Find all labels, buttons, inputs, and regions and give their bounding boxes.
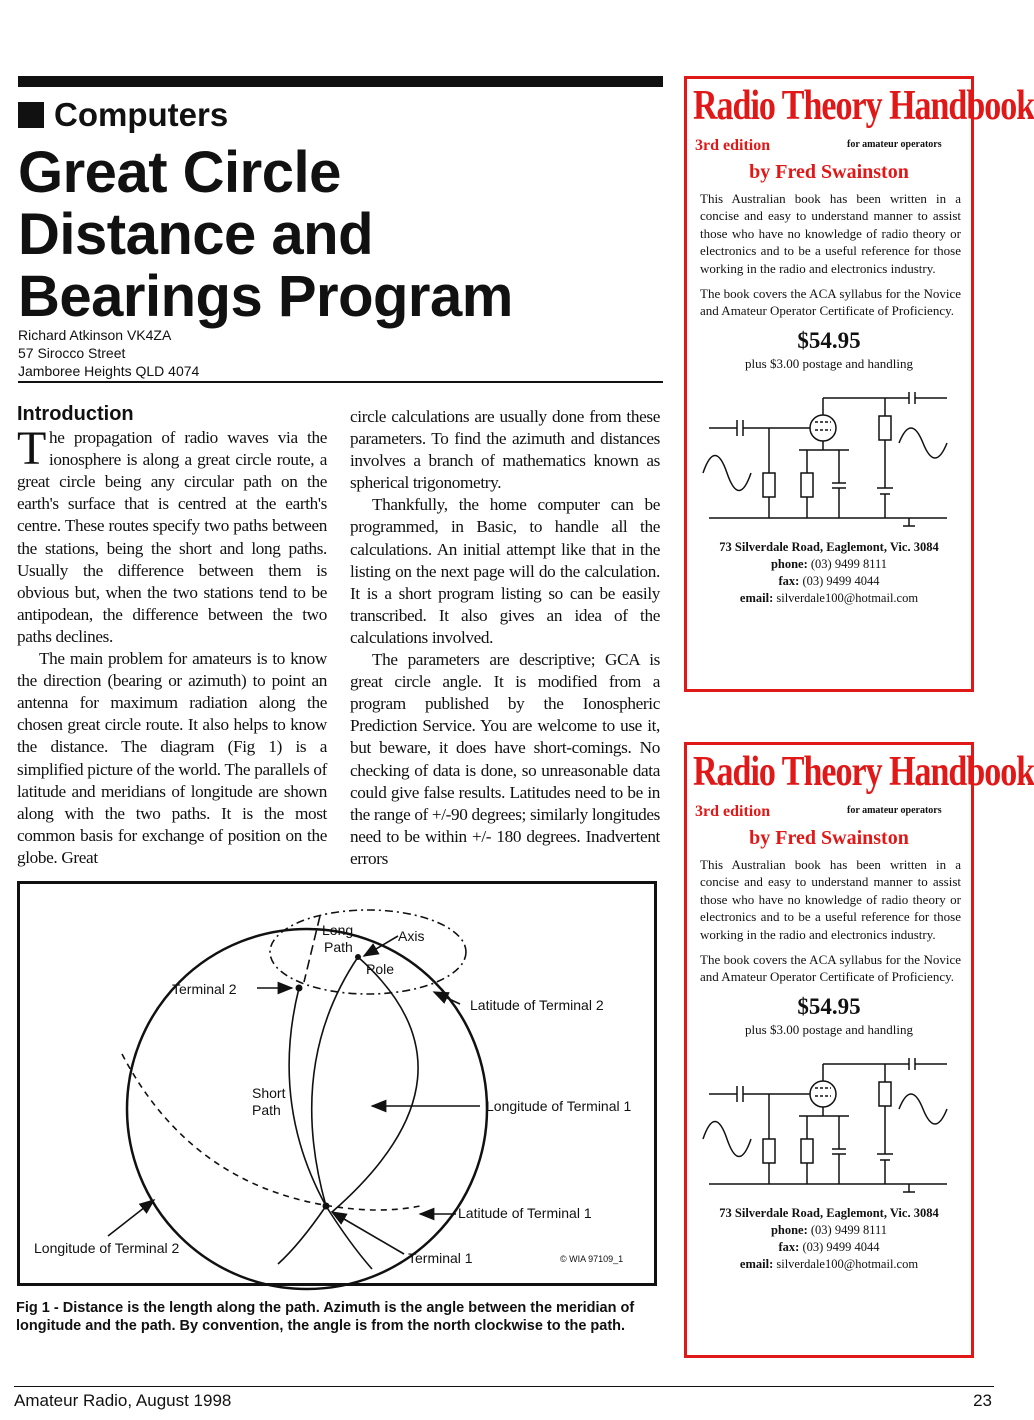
ad-fax-row — [687, 573, 971, 590]
ad-postage: plus $3.00 postage and handling — [745, 1021, 913, 1037]
advertisement-1 — [684, 76, 1034, 692]
ad-description — [700, 190, 961, 320]
long-terminal2-label: Longitude of Terminal 2 — [34, 1240, 180, 1256]
article-column-1 — [17, 403, 327, 869]
drop-cap: T — [17, 422, 46, 476]
pole-point — [355, 954, 361, 960]
paragraph: The parameters are descriptive; GCA is great circle angle. It is modified from a program published by the Ionospheric Prediction Service. You are welcome to use it, but beware, it does have short-comings. No checking of data is done, so unreasonable data could give false results. Latitudes need to be in the range of +/-90 degrees; similarly longitudes need to be within +/- 180 degrees. Inadvertent errors — [350, 650, 660, 868]
top-rule — [18, 76, 663, 87]
author-block — [18, 326, 199, 380]
ad-email: silverdale100@hotmail.com — [776, 590, 919, 605]
long-path-label-1: Long — [322, 922, 354, 938]
paragraph: Thankfully, the home computer can be programmed, in Basic, to handle all the calculations. An initial attempt like that in the listing on the next page will do the calculation. It is a short program listing so can be easily transcribed. It also gives an idea of the calculations involved. — [350, 495, 660, 647]
long-path-label-2: Path — [324, 939, 353, 955]
long-terminal2-arrow — [108, 1200, 154, 1236]
circuit-diagram-icon — [699, 378, 961, 528]
ad-audience: for amateur operators — [847, 139, 942, 150]
long-terminal1-label: Longitude of Terminal 1 — [486, 1098, 632, 1114]
ad-brand: Radio Theory Handbook — [693, 82, 1034, 129]
title-line: Bearings Program — [18, 264, 513, 329]
circuit-diagram-icon — [699, 1044, 961, 1194]
ad-contact — [687, 539, 971, 607]
short-path-line — [312, 957, 358, 1206]
ad-audience: for amateur operators — [847, 805, 942, 816]
ad-phone: (03) 9499 8111 — [810, 556, 888, 571]
ad-author: by Fred Swainston — [749, 827, 909, 849]
terminal2-point — [296, 985, 303, 992]
ad-fax: (03) 9499 4044 — [802, 573, 880, 588]
latitude-terminal2-line — [270, 910, 466, 994]
ad-phone-label: phone: — [770, 556, 808, 571]
ad-contact — [687, 1205, 971, 1273]
axis-line — [304, 916, 320, 982]
longitude-terminal2-line — [278, 1206, 326, 1264]
terminal1-arrow — [332, 1212, 404, 1254]
ad-fax-row — [687, 1239, 971, 1256]
lat-terminal1-label: Latitude of Terminal 1 — [458, 1205, 592, 1221]
paragraph — [17, 422, 327, 648]
ad-desc-paragraph: The book covers the ACA syllabus for the Novice and Amateur Operator Certificate of Proficiency. — [700, 952, 961, 985]
ad-edition: 3rd edition — [695, 803, 771, 820]
meridian-line — [289, 988, 326, 1206]
pole-label: Pole — [366, 961, 395, 977]
terminal2-label: Terminal 2 — [172, 981, 237, 997]
ad-price: $54.95 — [797, 327, 861, 353]
ad-email-label: email: — [739, 590, 774, 605]
page-number: 23 — [973, 1391, 992, 1410]
article-title — [18, 142, 668, 328]
ad-email-row — [687, 590, 971, 607]
figure-caption: Fig 1 - Distance is the length along the path. Azimuth is the angle between the meridian of longitude and the path. By convention, the angle is from the north clockwise to the path. — [16, 1300, 635, 1334]
ad-phone-label: phone: — [770, 1222, 808, 1237]
section-square-icon — [18, 102, 44, 128]
ad-author: by Fred Swainston — [749, 161, 909, 183]
terminal1-label: Terminal 1 — [408, 1250, 473, 1266]
title-line: Great Circle — [18, 140, 341, 205]
ad-desc-paragraph: This Australian book has been written in a concise and easy to understand manner to assist those who have no knowledge of radio theory or electronics and to be a useful reference for those working in the radio and electronics industry. — [700, 857, 961, 942]
footer-publication: Amateur Radio, August 1998 — [14, 1391, 232, 1410]
lat-terminal2-label: Latitude of Terminal 2 — [470, 997, 604, 1013]
ad-address: 73 Silverdale Road, Eaglemont, Vic. 3084 — [719, 1205, 939, 1220]
article-column-2 — [350, 406, 660, 870]
author-street: 57 Sirocco Street — [18, 345, 126, 361]
ad-email: silverdale100@hotmail.com — [776, 1256, 919, 1271]
ad-desc-paragraph: The book covers the ACA syllabus for the Novice and Amateur Operator Certificate of Proficiency. — [700, 286, 961, 319]
terminal1-point — [323, 1203, 330, 1210]
lat-terminal2-arrow — [434, 992, 460, 1004]
ad-email-row — [687, 1256, 971, 1273]
figure-1 — [17, 881, 657, 1286]
latitude-terminal1-line — [122, 1054, 420, 1210]
ad-phone-row — [687, 1222, 971, 1239]
title-rule — [18, 381, 663, 383]
intro-heading: Introduction — [17, 403, 134, 425]
section-heading — [18, 96, 228, 134]
ad-phone: (03) 9499 8111 — [810, 1222, 888, 1237]
ad-fax-label: fax: — [778, 573, 800, 588]
short-path-label-1: Short — [252, 1085, 286, 1101]
ad-fax-label: fax: — [778, 1239, 800, 1254]
author-city: Jamboree Heights QLD 4074 — [18, 363, 200, 379]
author-name: Richard Atkinson VK4ZA — [18, 327, 172, 343]
longitude-terminal1-line — [326, 1206, 372, 1269]
footer-rule — [14, 1386, 994, 1387]
ad-brand: Radio Theory Handbook — [693, 748, 1034, 795]
ad-phone-row — [687, 556, 971, 573]
ad-description — [700, 856, 961, 986]
paragraph: circle calculations are usually done from these parameters. To find the azimuth and distances involves a branch of mathematics known as spherical trigonometry. — [350, 407, 660, 493]
short-path-label-2: Path — [252, 1102, 281, 1118]
ad-fax: (03) 9499 4044 — [802, 1239, 880, 1254]
ad-desc-paragraph: This Australian book has been written in a concise and easy to understand manner to assist those who have no knowledge of radio theory or electronics and to be a useful reference for those working in the radio and electronics industry. — [700, 191, 961, 276]
ad-email-label: email: — [739, 1256, 774, 1271]
section-label: Computers — [54, 96, 229, 133]
copyright-notice: © WIA 97109_1 — [560, 1254, 624, 1264]
paragraph-text: he propagation of radio waves via the ionosphere is along a great circle route, a great circle being any circular path on the earth's surface that is centred at the earth's centre. These routes specify two paths between the stations, being the short and long paths. Usually the difference between them is obvious but, when the two stations tend to be antipodean, the difference between the two paths declines. — [17, 428, 327, 646]
axis-label: Axis — [398, 928, 425, 944]
ad-postage: plus $3.00 postage and handling — [745, 355, 913, 371]
ad-address: 73 Silverdale Road, Eaglemont, Vic. 3084 — [719, 539, 939, 554]
paragraph: The main problem for amateurs is to know the direction (bearing or azimuth) to point an antenna for maximum radiation along the chosen great circle route. It also helps to know the distance. The diagram (Fig 1) is a simplified picture of the world. The parallels of latitude and meridians of longitude are shown along with the two paths. It is the most common basis for exchange of position on the globe. Great — [17, 649, 327, 867]
long-path-line — [332, 957, 418, 1212]
advertisement-2 — [684, 742, 1034, 1358]
ad-edition: 3rd edition — [695, 137, 771, 154]
title-line: Distance and — [18, 202, 373, 267]
ad-price: $54.95 — [797, 993, 861, 1019]
